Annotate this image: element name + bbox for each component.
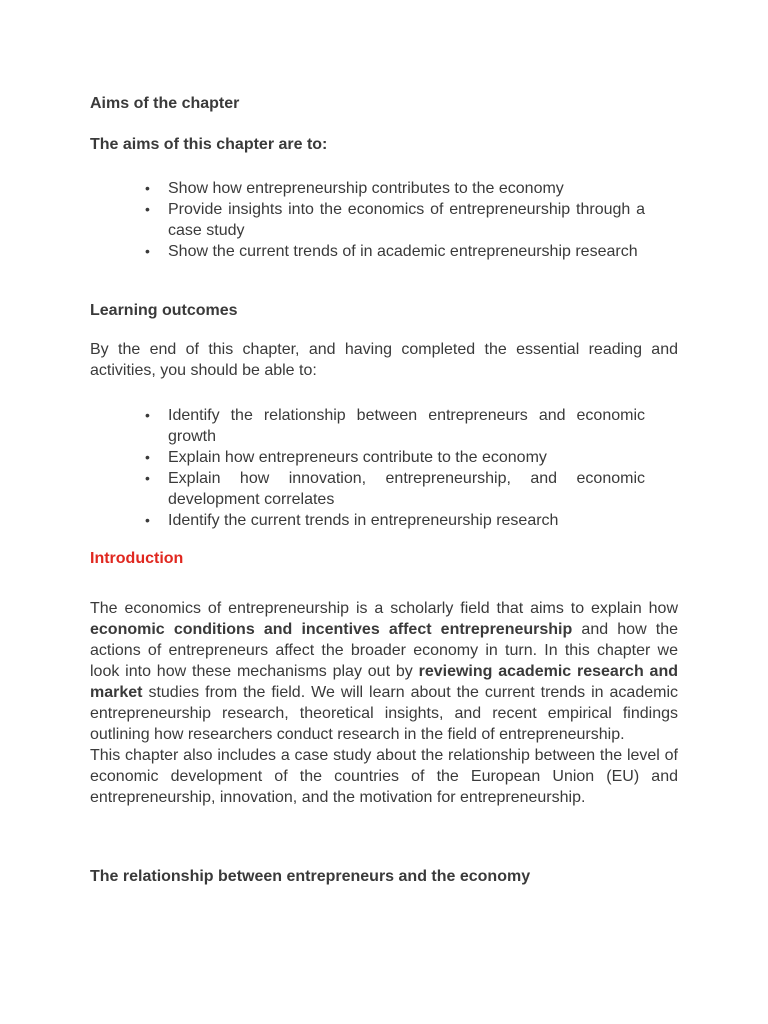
list-item: • Show how entrepreneurship contributes to the economy: [168, 178, 645, 199]
list-item: • Explain how entrepreneurs contribute to the economy: [168, 447, 645, 468]
intro-text: and how the actions of entrepreneurs affect the broader economy in turn. In this chapter we look into how these mechanisms play out by: [90, 621, 679, 680]
list-item: • Identify the current trends in entrepreneurship research: [168, 510, 645, 531]
list-item: • Identify the relationship between entrepreneurs and economic growth: [168, 405, 645, 447]
intro-emphasis: economic conditions and incentives affect entrepreneurship: [90, 621, 573, 638]
aims-list: [90, 178, 645, 262]
aims-title: Aims of the chapter: [90, 95, 240, 112]
list-item: • Show the current trends of in academic entrepreneurship research: [168, 241, 645, 262]
intro-text: The economics of entrepreneurship is a scholarly field that aims to explain how: [90, 600, 678, 617]
introduction-paragraph-2: This chapter also includes a case study about the relationship between the level of economic development of the countries of the European Union (EU) and entrepreneurship, innovation, and the motivation for entrepreneurship.: [90, 747, 678, 806]
relationship-title: The relationship between entrepreneurs and the economy: [90, 868, 531, 885]
list-item: • Explain how innovation, entrepreneurship, and economic development correlates: [168, 468, 645, 510]
learning-outcomes-intro: By the end of this chapter, and having completed the essential reading and activities, you should be able to:: [90, 341, 678, 379]
aims-intro: The aims of this chapter are to:: [90, 136, 328, 153]
list-item: • Provide insights into the economics of entrepreneurship through a case study: [168, 199, 645, 241]
introduction-body: [90, 598, 678, 808]
learning-outcomes-title: Learning outcomes: [90, 302, 238, 319]
learning-outcomes-list: [90, 405, 645, 531]
intro-text: studies from the field. We will learn about the current trends in academic entrepreneurship research, theoretical insights, and recent empirical findings outlining how researchers conduct research in the field of entrepreneurship.: [90, 684, 678, 743]
intro-emphasis: reviewing academic research and market: [90, 663, 678, 701]
introduction-title: Introduction: [90, 550, 184, 567]
